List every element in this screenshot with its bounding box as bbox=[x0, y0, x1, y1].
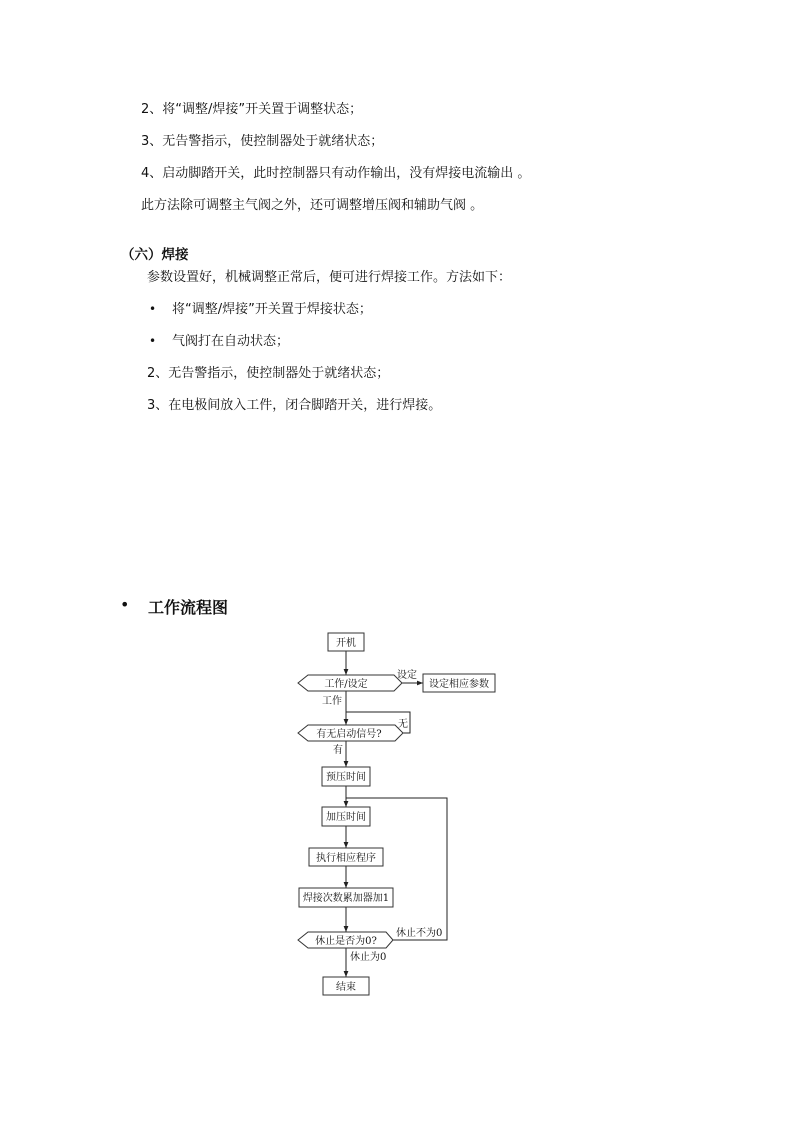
bullet-icon: • bbox=[149, 302, 157, 316]
flow-edge-hold-zero-label: 休止为0 bbox=[350, 952, 387, 963]
flow-node-hold-check-label: 休止是否为0? bbox=[315, 936, 377, 947]
bullet-icon: • bbox=[149, 334, 157, 348]
flow-edge-work-label: 工作 bbox=[322, 696, 342, 707]
adjust-step-2: 2、将“调整/焊接”开关置于调整状态； bbox=[141, 102, 363, 117]
weld-bullet-2: 气阀打在自动状态； bbox=[172, 334, 290, 349]
weld-heading: （六）焊接 bbox=[121, 247, 189, 263]
adjust-note: 此方法除可调整主气阀之外，还可调整增压阀和辅助气阀 。 bbox=[141, 198, 484, 213]
flow-section-title: 工作流程图 bbox=[148, 598, 229, 617]
flow-node-mode-label: 工作/设定 bbox=[324, 679, 368, 690]
weld-step-2: 2、无告警指示，使控制器处于就绪状态； bbox=[147, 366, 390, 381]
weld-bullet-1: 将“调整/焊接”开关置于焊接状态； bbox=[172, 302, 372, 317]
weld-intro: 参数设置好，机械调整正常后，便可进行焊接工作。方法如下： bbox=[147, 270, 512, 285]
adjust-step-3: 3、无告警指示，使控制器处于就绪状态； bbox=[141, 134, 384, 149]
flow-edge-no-label: 无 bbox=[398, 719, 408, 730]
adjust-step-4: 4、启动脚踏开关，此时控制器只有动作输出，没有焊接电流输出 。 bbox=[141, 166, 531, 181]
flow-node-press-label: 加压时间 bbox=[326, 812, 366, 823]
bullet-icon: • bbox=[120, 595, 130, 614]
flow-edge-set-label: 设定 bbox=[397, 670, 417, 681]
flow-edge-yes-label: 有 bbox=[333, 745, 343, 756]
flow-node-end-label: 结束 bbox=[336, 982, 356, 993]
weld-step-3: 3、在电极间放入工件，闭合脚踏开关，进行焊接。 bbox=[147, 398, 442, 413]
flow-node-signal-label: 有无启动信号? bbox=[316, 729, 382, 740]
flow-node-prepress-label: 预压时间 bbox=[326, 772, 366, 783]
flow-node-counter-label: 焊接次数累加器加1 bbox=[302, 893, 390, 904]
flow-node-start-label: 开机 bbox=[336, 638, 356, 649]
flow-node-set-params-label: 设定相应参数 bbox=[429, 679, 489, 690]
flow-node-execute-label: 执行相应程序 bbox=[316, 853, 376, 864]
flow-edge-hold-not-zero-label: 休止不为0 bbox=[396, 928, 443, 939]
